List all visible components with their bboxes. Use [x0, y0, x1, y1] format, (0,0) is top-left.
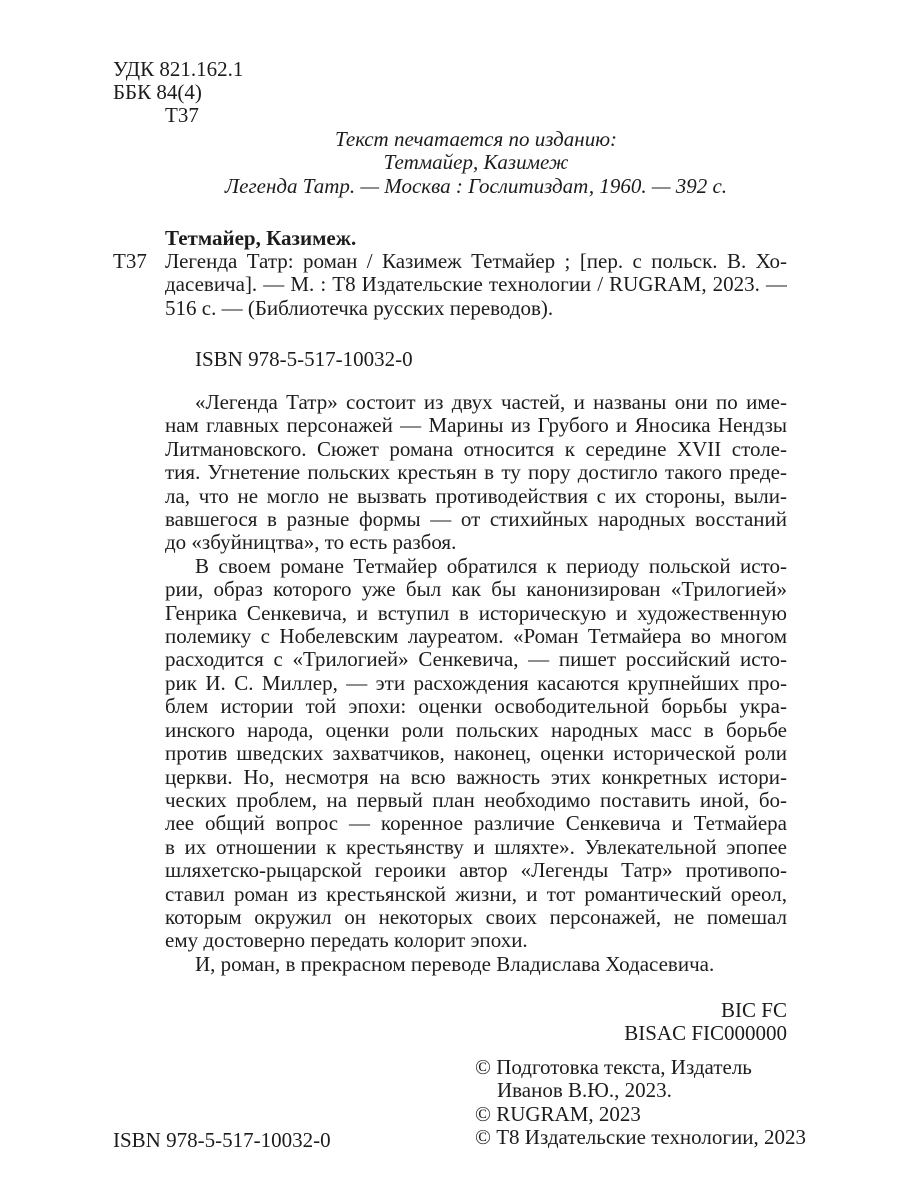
source-edition-intro: Текст печатается по изданию: [334, 127, 618, 151]
copyright-line: Иванов В.Ю., 2023. [497, 1078, 672, 1103]
annotation-line: блем истории той эпохи: оценки освободительной борьбы укра- [165, 695, 787, 719]
catalog-description-line: Легенда Татр: роман / Казимеж Тетмайер ; [пер. с польск. В. Хо- [165, 250, 787, 273]
annotation-line: шляхетско-рыцарской героики автор «Легенды Татр» противопо- [165, 859, 787, 883]
catalog-isbn: ISBN 978-5-517-10032-0 [195, 347, 413, 371]
annotation-line: ставил роман из крестьянской жизни, и тот романтический ореол, [165, 882, 787, 906]
copyright-line: © Подготовка текста, Издатель [475, 1055, 752, 1079]
annotation-line: полемику с Нобелевским лауреатом. «Роман Тетмайера во многом [165, 625, 787, 649]
annotation-line: которым окружил он некоторых своих персонажей, не помешал [165, 905, 787, 929]
copyright-line: © RUGRAM, 2023 [475, 1101, 641, 1126]
annotation-line: до «збуйництва», то есть разбоя. [165, 530, 457, 555]
annotation-line: инского народа, оценки роли польских народных масс в борьбе [165, 718, 787, 742]
annotation-line: В своем романе Тетмайер обратился к периоду польской исто- [195, 554, 787, 578]
annotation-line: церкви. Но, несмотря на всю важность этих конкретных истори- [165, 765, 787, 789]
catalog-code-mark: Т37 [113, 249, 147, 273]
annotation [165, 391, 787, 976]
isbn-bottom: ISBN 978-5-517-10032-0 [113, 1128, 331, 1152]
bisac-code: BISAC FIC000000 [624, 1021, 787, 1046]
copyright-line: © Т8 Издательские технологии, 2023 [475, 1125, 806, 1150]
annotation-line: вавшегося в разные формы — от стихийных народных восстаний [165, 508, 787, 532]
source-edition-author: Тетмайер, Казимеж [383, 150, 569, 175]
annotation-line: рии, образ которого уже был как бы канонизирован «Трилогией» [165, 578, 787, 602]
source-edition [165, 128, 787, 198]
annotation-line: ему достоверно передать колорит эпохи. [165, 928, 528, 953]
annotation-line: лее общий вопрос — коренное различие Сенкевича и Тетмайера [165, 812, 787, 836]
annotation-line: Генрика Сенкевича, и вступил в историческую и художественную [165, 601, 787, 625]
annotation-line: «Легенда Татр» состоит из двух частей, и названы они по име- [195, 391, 787, 414]
bbk-code: ББК 84(4) [113, 80, 202, 104]
udk-code: УДК 821.162.1 [113, 57, 244, 81]
annotation-line: ческих проблем, на первый план необходимо поставить иной, бо- [165, 788, 787, 812]
catalog-description-line: 516 с. — (Библиотечка русских переводов). [165, 295, 554, 320]
source-edition-details: Легенда Татр. — Москва : Гослитиздат, 1960. — 392 с. [224, 173, 728, 198]
annotation-line: в их отношении к крестьянству и шляхте». Увлекательной эпопее [165, 835, 787, 859]
classification-codes [624, 999, 787, 1046]
annotation-line: И, роман, в прекрасном переводе Владислава Ходасевича. [195, 951, 715, 976]
author-mark: Т37 [165, 103, 199, 127]
copyright-block [475, 1056, 806, 1150]
annotation-line: тия. Угнетение польских крестьян в ту пору достигло такого преде- [165, 461, 787, 485]
annotation-line: Литмановского. Сюжет романа относится к середине XVII столе- [165, 437, 787, 461]
annotation-line: против шведских захватчиков, наконец, оценки исторической роли [165, 742, 787, 766]
catalog-author-heading: Тетмайер, Казимеж. [165, 226, 357, 250]
catalog-description-line: дасевича]. — М. : Т8 Издательские технологии / RUGRAM, 2023. — [165, 273, 787, 297]
annotation-line: нам главных персонажей — Марины из Грубого и Яносика Нендзы [165, 414, 787, 438]
annotation-line: расходится с «Трилогией» Сенкевича, — пишет российский исто- [165, 648, 787, 672]
annotation-line: рик И. С. Миллер, — эти расхождения касаются крупнейших про- [165, 671, 787, 695]
catalog-description [165, 250, 787, 320]
annotation-line: ла, что не могло не вызвать противодействия с их стороны, выли- [165, 484, 787, 508]
bic-code: BIC FC [721, 998, 787, 1022]
